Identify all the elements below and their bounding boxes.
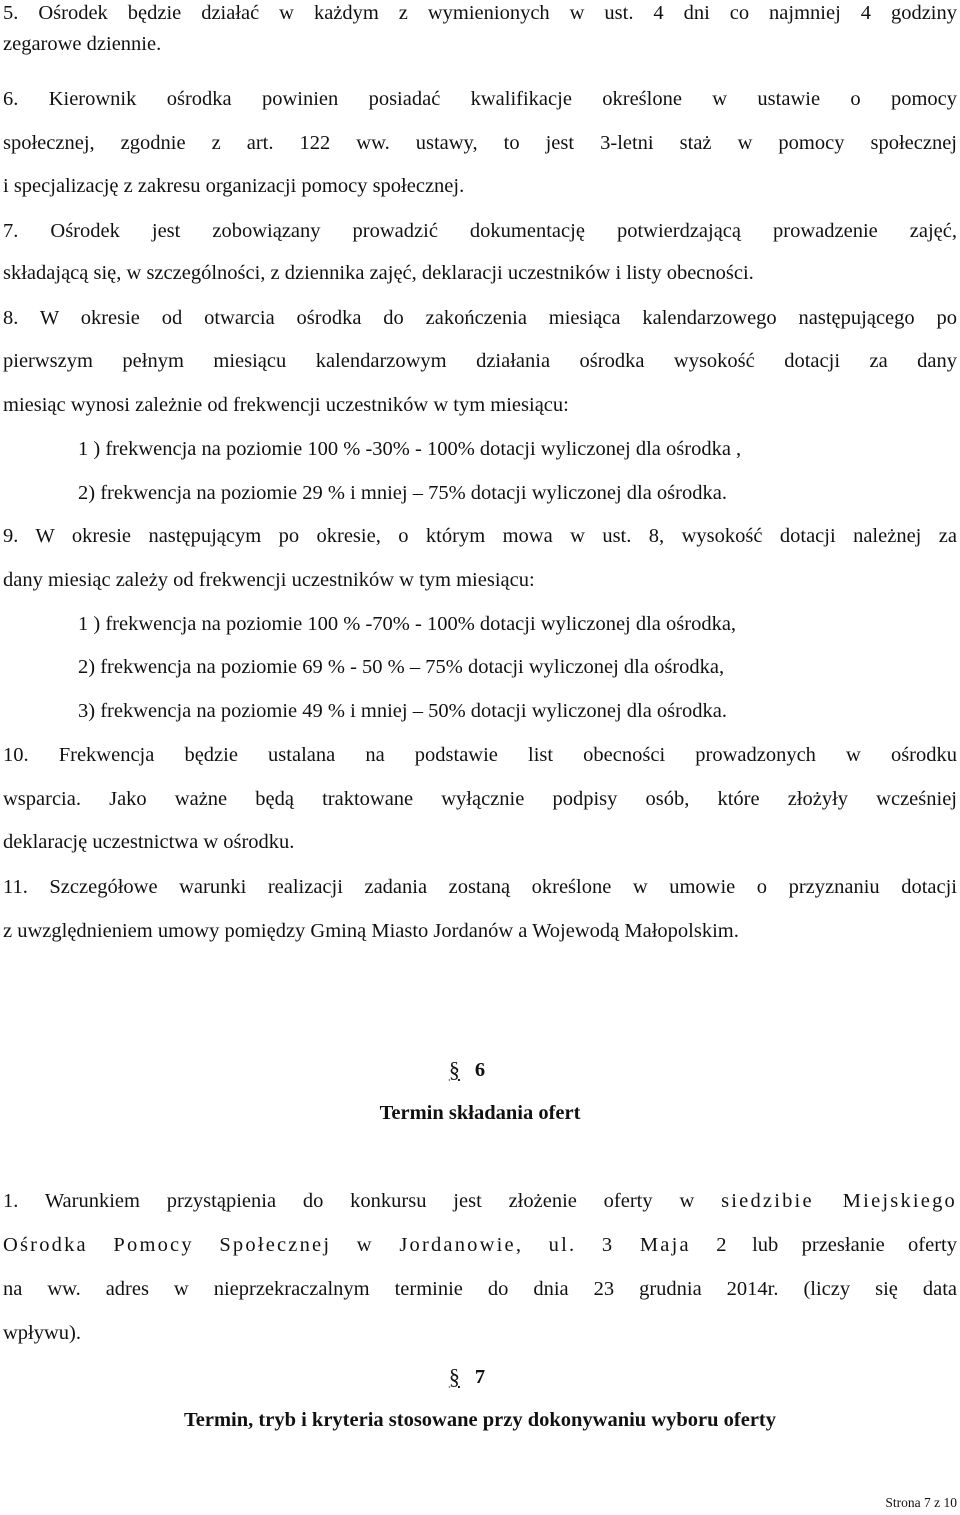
text-line: składającą się, w szczególności, z dziennika zajęć, deklaracji uczestników i listy obecności. [3,262,754,284]
text-line: 9. W okresie następującym po okresie, o którym mowa w ust. 8, wysokość dotacji należnej za [3,525,957,547]
text-run: 1. Warunkiem przystąpienia do konkursu jest złożenie oferty w [3,1190,695,1212]
list-item: 3) frekwencja na poziomie 49 % i mniej – 50% dotacji wyliczonej dla ośrodka. [78,700,727,722]
text-line [3,1232,957,1258]
text-line: wsparcia. Jako ważne będą traktowane wyłącznie podpisy osób, które złożyły wcześniej [3,788,957,810]
section-heading-number [0,1057,960,1083]
text-line: 7. Ośrodek jest zobowiązany prowadzić dokumentację potwierdzającą prowadzenie zajęć, [3,220,957,242]
text-line: 5. Ośrodek będzie działać w każdym z wymienionych w ust. 4 dni co najmniej 4 godziny [3,2,957,24]
text-line: na ww. adres w nieprzekraczalnym terminie do dnia 23 grudnia 2014r. (liczy się data [3,1278,957,1300]
list-item: 2) frekwencja na poziomie 29 % i mniej – 75% dotacji wyliczonej dla ośrodka. [78,482,727,504]
text-run: siedzibie Miejskiego [721,1190,957,1212]
text-line: 6. Kierownik ośrodka powinien posiadać kwalifikacje określone w ustawie o pomocy [3,88,957,110]
list-item: 1 ) frekwencja na poziomie 100 % -70% - 100% dotacji wyliczonej dla ośrodka, [78,613,737,635]
text-run: Ośrodka Pomocy Społecznej w Jordanowie, ul. 3 Maja 2 [3,1234,729,1256]
text-line: wpływu). [3,1322,82,1344]
text-run: lub przesłanie oferty [752,1234,958,1256]
text-line: 11. Szczegółowe warunki realizacji zadania zostaną określone w umowie o przyznaniu dotacji [3,876,957,898]
section-heading-number [0,1364,960,1390]
text-line: 8. W okresie od otwarcia ośrodka do zakończenia miesiąca kalendarzowego następującego po [3,307,957,329]
text-line: z uwzględnieniem umowy pomiędzy Gminą Miasto Jordanów a Wojewodą Małopolskim. [3,920,739,942]
section-heading-title: Termin składania ofert [379,1102,581,1124]
section-heading-title: Termin, tryb i kryteria stosowane przy dokonywaniu wyboru oferty [183,1409,777,1431]
text-line: deklarację uczestnictwa w ośrodku. [3,831,295,853]
text-line: i specjalizację z zakresu organizacji pomocy społecznej. [3,175,465,197]
text-line: pierwszym pełnym miesiącu kalendarzowym działania ośrodka wysokość dotacji za dany [3,350,957,372]
text-line: dany miesiąc zależy od frekwencji uczestników w tym miesiącu: [3,569,535,591]
paragraph-sign-icon: § 7 [475,1364,485,1390]
text-line: społecznej, zgodnie z art. 122 ww. ustawy, to jest 3-letni staż w pomocy społecznej [3,132,957,154]
text-line: 10. Frekwencja będzie ustalana na podstawie list obecności prowadzonych w ośrodku [3,744,957,766]
list-item: 1 ) frekwencja na poziomie 100 % -30% - 100% dotacji wyliczonej dla ośrodka , [78,438,742,460]
text-line: zegarowe dziennie. [3,33,162,55]
text-line [3,1188,957,1214]
text-line: miesiąc wynosi zależnie od frekwencji uczestników w tym miesiącu: [3,394,569,416]
paragraph-sign-icon: § 6 [475,1057,485,1083]
list-item: 2) frekwencja na poziomie 69 % - 50 % – 75% dotacji wyliczonej dla ośrodka, [78,656,725,678]
page-number: Strona 7 z 10 [885,1495,957,1510]
